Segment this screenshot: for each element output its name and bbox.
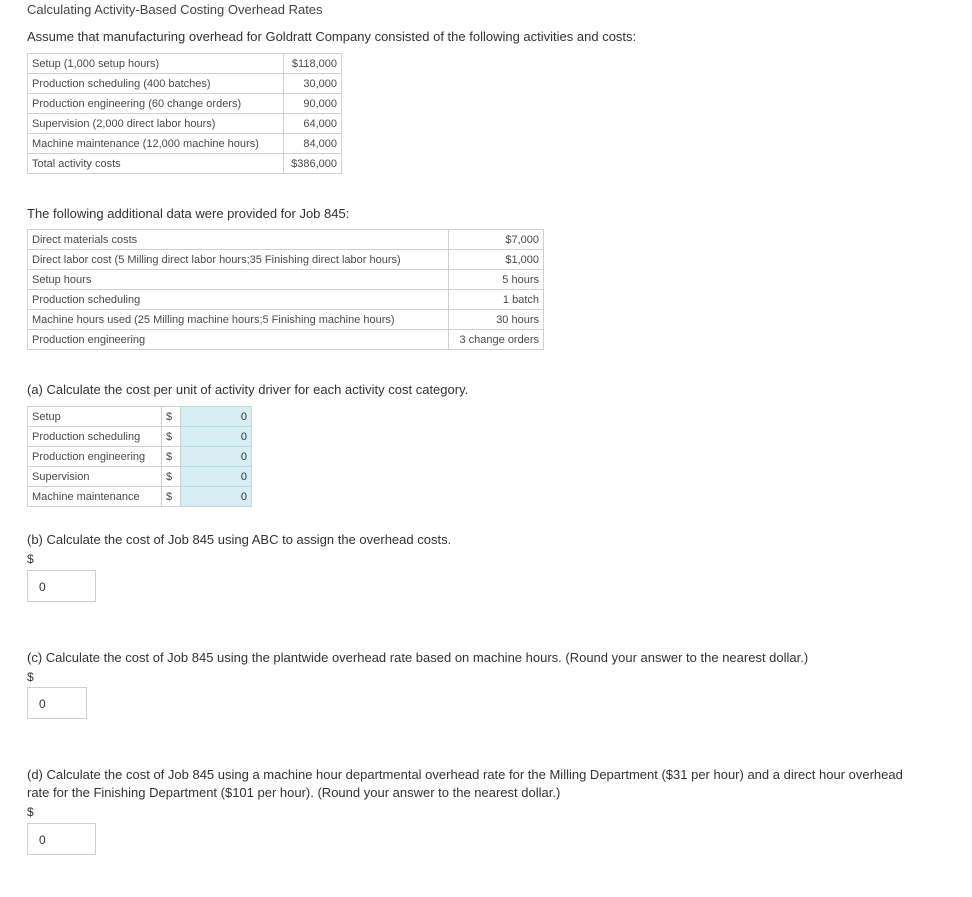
activity-label: Supervision (2,000 direct labor hours) (28, 114, 284, 134)
job-intro-text: The following additional data were provided for Job 845: (27, 206, 350, 221)
job-data-label: Production scheduling (28, 290, 449, 310)
part-d-question-line1: (d) Calculate the cost of Job 845 using a machine hour departmental overhead rate for the Milling Department ($31 per hour) and a direct hour overhead (27, 767, 903, 782)
table-row (28, 74, 342, 94)
table-row (28, 427, 252, 447)
part-a-answer-table (27, 406, 252, 507)
currency-symbol: $ (162, 467, 181, 487)
job-data-label: Direct materials costs (28, 230, 449, 250)
activity-value: 64,000 (284, 114, 342, 134)
table-row (28, 270, 544, 290)
supervision-rate-input[interactable]: 0 (181, 467, 252, 487)
activity-value: $386,000 (284, 154, 342, 174)
part-d-question-line2: rate for the Finishing Department ($101 per hour). (Round your answer to the nearest dollar.) (27, 785, 561, 800)
part-a-question: (a) Calculate the cost per unit of activity driver for each activity cost category. (27, 382, 469, 397)
job-data-table (27, 229, 544, 350)
production-engineering-rate-input[interactable]: 0 (181, 447, 252, 467)
activity-label: Total activity costs (28, 154, 284, 174)
part-d-currency: $ (27, 805, 34, 819)
job-data-label: Setup hours (28, 270, 449, 290)
job-data-value: 3 change orders (449, 330, 544, 350)
part-b-currency: $ (27, 552, 34, 566)
job-data-label: Machine hours used (25 Milling machine hours;5 Finishing machine hours) (28, 310, 449, 330)
part-c-currency: $ (27, 670, 34, 684)
activity-label: Production engineering (60 change orders) (28, 94, 284, 114)
job-data-value: $7,000 (449, 230, 544, 250)
activity-costs-table (27, 53, 342, 174)
part-b-question: (b) Calculate the cost of Job 845 using ABC to assign the overhead costs. (27, 532, 452, 547)
table-row (28, 114, 342, 134)
table-row (28, 94, 342, 114)
job-data-value: 1 batch (449, 290, 544, 310)
part-b-answer-input[interactable]: 0 (27, 570, 96, 602)
activity-label: Setup (1,000 setup hours) (28, 54, 284, 74)
activity-label: Machine maintenance (12,000 machine hours) (28, 134, 284, 154)
part-c-answer-input[interactable]: 0 (27, 687, 87, 719)
table-row (28, 487, 252, 507)
currency-symbol: $ (162, 447, 181, 467)
activity-value: 84,000 (284, 134, 342, 154)
page-title: Calculating Activity-Based Costing Overhead Rates (27, 2, 323, 17)
table-row (28, 407, 252, 427)
table-row (28, 447, 252, 467)
table-row (28, 467, 252, 487)
part-d-answer-input[interactable]: 0 (27, 823, 96, 855)
table-row (28, 310, 544, 330)
job-data-value: 30 hours (449, 310, 544, 330)
part-c-question: (c) Calculate the cost of Job 845 using the plantwide overhead rate based on machine hours. (Round your answer to the nearest dollar.) (27, 650, 809, 665)
activity-label: Machine maintenance (28, 487, 162, 507)
currency-symbol: $ (162, 487, 181, 507)
table-row (28, 54, 342, 74)
activity-label: Production scheduling (28, 427, 162, 447)
job-data-value: 5 hours (449, 270, 544, 290)
activity-value: $118,000 (284, 54, 342, 74)
intro-text: Assume that manufacturing overhead for Goldratt Company consisted of the following activities and costs: (27, 29, 637, 44)
table-row (28, 330, 544, 350)
activity-label: Setup (28, 407, 162, 427)
table-row (28, 134, 342, 154)
production-scheduling-rate-input[interactable]: 0 (181, 427, 252, 447)
table-row (28, 230, 544, 250)
activity-label: Supervision (28, 467, 162, 487)
currency-symbol: $ (162, 407, 181, 427)
setup-rate-input[interactable]: 0 (181, 407, 252, 427)
activity-label: Production engineering (28, 447, 162, 467)
activity-value: 30,000 (284, 74, 342, 94)
table-row (28, 154, 342, 174)
job-data-label: Production engineering (28, 330, 449, 350)
job-data-value: $1,000 (449, 250, 544, 270)
machine-maintenance-rate-input[interactable]: 0 (181, 487, 252, 507)
table-row (28, 290, 544, 310)
job-data-label: Direct labor cost (5 Milling direct labor hours;35 Finishing direct labor hours) (28, 250, 449, 270)
currency-symbol: $ (162, 427, 181, 447)
table-row (28, 250, 544, 270)
activity-value: 90,000 (284, 94, 342, 114)
activity-label: Production scheduling (400 batches) (28, 74, 284, 94)
